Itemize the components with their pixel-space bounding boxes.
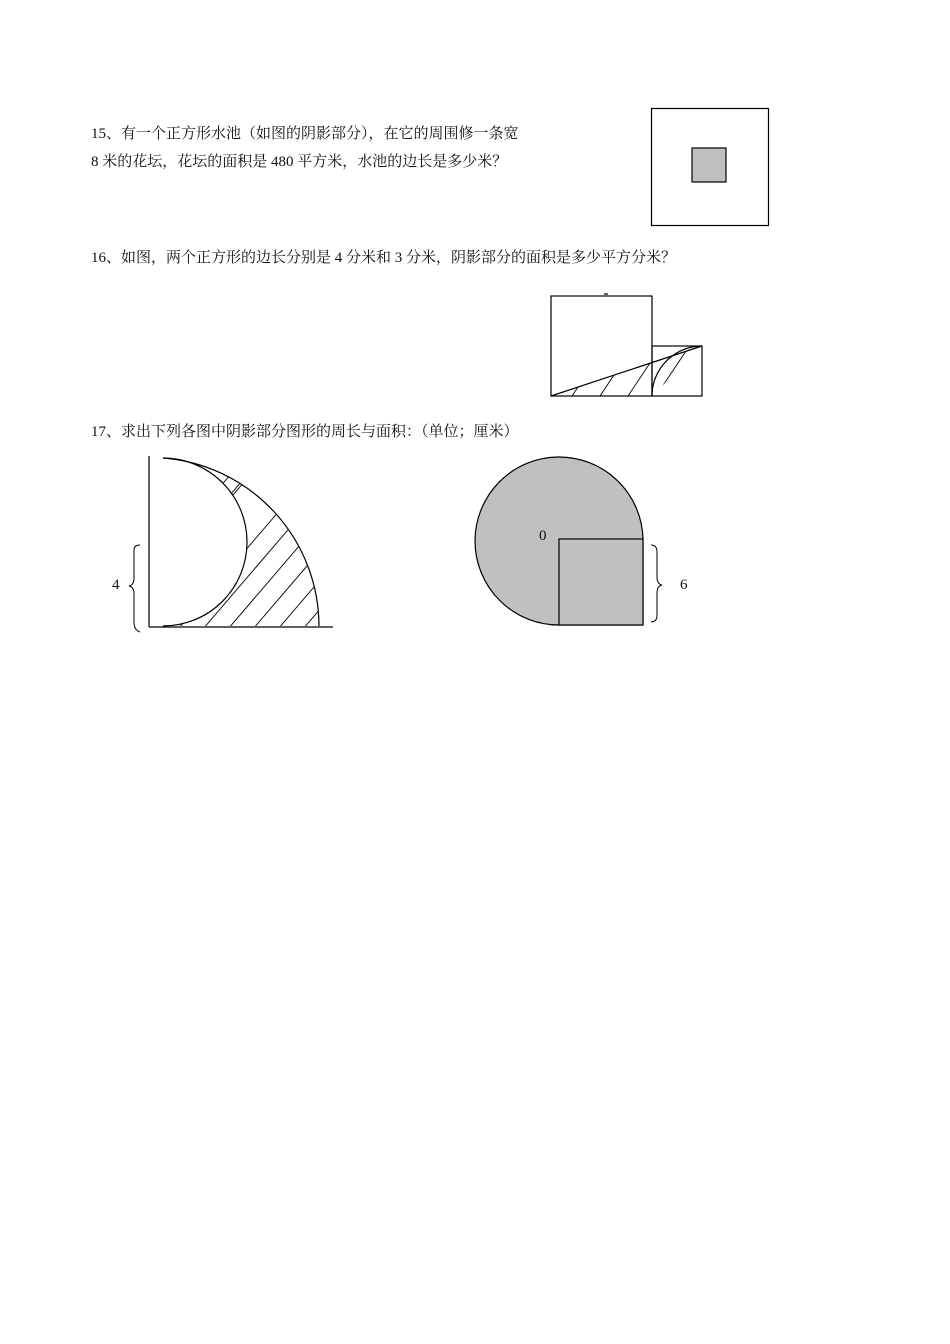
figure-17b-dimension-label: 6 bbox=[680, 577, 688, 593]
figure-17b-circle-square bbox=[470, 450, 710, 650]
quarter-arc bbox=[652, 346, 702, 396]
left-brace bbox=[129, 545, 140, 632]
small-square bbox=[652, 346, 702, 396]
problem-16-line-1: 16、如图，两个正方形的边长分别是 4 分米和 3 分米，阴影部分的面积是多少平方分米？ bbox=[91, 250, 677, 266]
outer-arc bbox=[163, 458, 319, 626]
problem-15-line-2: 8 米的花坛，花坛的面积是 480 平方米，水池的边长是多少米？ bbox=[91, 154, 508, 170]
large-square bbox=[551, 296, 652, 396]
square bbox=[559, 539, 643, 625]
inner-semicircle bbox=[163, 458, 247, 626]
problem-17-line-1: 17、求出下列各图中阴影部分图形的周长与面积：（单位；厘米） bbox=[91, 424, 519, 440]
right-brace bbox=[651, 545, 662, 622]
figure-17b-center-label: 0 bbox=[539, 528, 547, 544]
figure-16-two-squares bbox=[548, 292, 708, 402]
figure-17a-quarter-circle bbox=[100, 450, 340, 650]
problem-15-line-1: 15、有一个正方形水池（如图的阴影部分），在它的周围修一条宽 bbox=[91, 126, 519, 142]
figure-17a-dimension-label: 4 bbox=[112, 577, 120, 593]
pool-shaded-square bbox=[692, 148, 726, 182]
figure-15-pool-diagram bbox=[650, 107, 770, 227]
diagonal-line bbox=[551, 346, 702, 396]
